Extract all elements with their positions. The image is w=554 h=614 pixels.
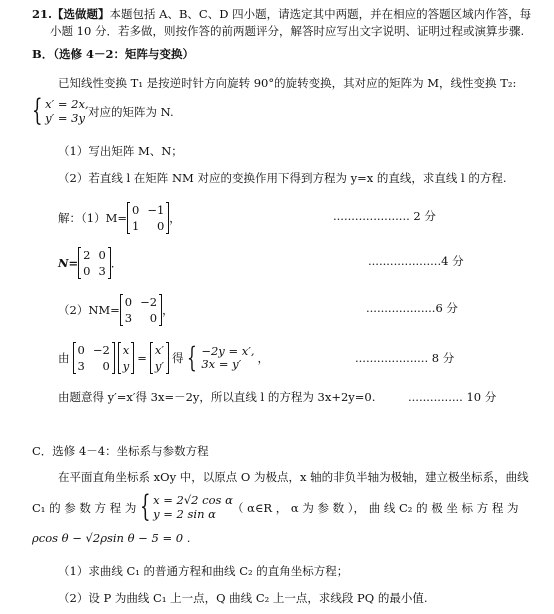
vector-cell: x bbox=[122, 343, 130, 357]
question-header bbox=[32, 6, 531, 22]
part-b-system-tail: 对应的矩阵为 N. bbox=[88, 105, 174, 119]
vector-xy bbox=[118, 342, 135, 374]
question-number: 21. bbox=[32, 7, 53, 21]
question-instructions-line2: 小题 10 分．若多做，则按作答的前两题评分，解答时应写出文字说明、证明过程或演算步骤. bbox=[50, 24, 525, 38]
system-row: x′ = 2x, bbox=[45, 97, 89, 111]
matrix-cell: 0 bbox=[149, 311, 158, 325]
part-b-final-line: 由题意得 y′=x′得 3x=－2y，所以直线 l 的方程为 3x+2y=0. bbox=[58, 390, 376, 404]
matrix-cell: 3 bbox=[98, 264, 106, 278]
score-mark: ............... 10 分 bbox=[408, 390, 497, 404]
part-c-question-1: （1）求曲线 C₁ 的普通方程和曲线 C₂ 的直角坐标方程； bbox=[58, 564, 349, 578]
part-b-system bbox=[32, 93, 89, 128]
part-b-question-2: （2）若直线 l 在矩阵 NM 对应的变换作用下得到方程为 y=x 的直线，求直线 l 的方程. bbox=[58, 171, 507, 185]
matrix-cell: 0 bbox=[131, 203, 140, 217]
score-mark: .................... 8 分 bbox=[355, 351, 455, 365]
score-mark: ..................... 2 分 bbox=[333, 209, 436, 223]
solution-m-label: 解：（1）M= bbox=[58, 211, 127, 225]
system-row: x = 2√2 cos α bbox=[153, 493, 233, 507]
brace-symbol: { bbox=[32, 93, 43, 128]
system-row: y = 2 sin α bbox=[153, 507, 216, 521]
part-b-question-1: （1）写出矩阵 M、N； bbox=[58, 144, 183, 158]
step-text: 由 bbox=[58, 351, 70, 365]
matrix-cell: 3 bbox=[77, 359, 85, 373]
matrix-cell: 0 bbox=[156, 219, 165, 233]
result-system bbox=[201, 345, 254, 371]
transformation-equation: 由 0 −2 3 0 x y = x′ y′ 得 { −2y = x′, 3x = y′ ， bbox=[58, 341, 270, 374]
matrix-nm bbox=[120, 294, 162, 326]
score-mark: ...................6 分 bbox=[366, 301, 458, 315]
step-text: 得 bbox=[172, 351, 184, 365]
matrix-nm-repeat bbox=[73, 342, 115, 374]
vector-cell: y′ bbox=[154, 359, 165, 373]
vector-cell: y bbox=[122, 359, 130, 373]
matrix-cell: 0 bbox=[124, 295, 133, 309]
matrix-cell: 0 bbox=[102, 359, 110, 373]
matrix-cell: −1 bbox=[147, 203, 165, 217]
score-mark: ....................4 分 bbox=[368, 254, 464, 268]
solution-n: N= 2 0 0 3 ． bbox=[58, 248, 123, 278]
matrix-cell: 0 bbox=[83, 264, 91, 278]
matrix-m bbox=[127, 202, 169, 234]
question-tag: 【选做题】 bbox=[52, 7, 110, 21]
matrix-cell: −2 bbox=[140, 295, 158, 309]
part-c-polar-equation: ρcos θ − √2ρsin θ − 5 = 0 . bbox=[32, 531, 191, 545]
vector-xy-prime bbox=[150, 342, 169, 374]
system-row: −2y = x′, bbox=[201, 344, 255, 358]
solution-n-label: N= bbox=[58, 256, 79, 270]
matrix-cell: 0 bbox=[77, 343, 85, 357]
part-c-intro-line2-prefix: C₁ 的 参 数 方 程 为 bbox=[32, 501, 137, 515]
part-c-parametric-system bbox=[140, 489, 233, 524]
matrix-cell: 1 bbox=[131, 219, 140, 233]
system-row: 3x = y′ bbox=[201, 357, 242, 371]
matrix-cell: 0 bbox=[98, 248, 106, 262]
system-row: y′ = 3y bbox=[45, 111, 85, 125]
solution-nm: （2）NM= 0 −2 3 0 ， bbox=[58, 295, 174, 325]
question-instructions-line1: 本题包括 A、B、C、D 四小题，请选定其中两题，并在相应的答题区域内作答，每 bbox=[109, 7, 532, 21]
solution-nm-label: （2）NM= bbox=[58, 303, 120, 317]
matrix-n bbox=[78, 247, 111, 279]
vector-cell: x′ bbox=[154, 343, 165, 357]
part-b-intro: 已知线性变换 T₁ 是按逆时针方向旋转 90°的旋转变换，其对应的矩阵为 M，线性变换 T₂: bbox=[58, 76, 517, 90]
matrix-cell: 3 bbox=[124, 311, 133, 325]
matrix-cell: 2 bbox=[83, 248, 91, 262]
matrix-cell: −2 bbox=[92, 343, 110, 357]
part-c-question-2: （2）设 P 为曲线 C₁ 上一点，Q 曲线 C₂ 上一点，求线段 PQ 的最小值. bbox=[58, 591, 428, 605]
part-c-intro-line1: 在平面直角坐标系 xOy 中，以原点 O 为极点，x 轴的非负半轴为极轴，建立极坐标系，曲线 bbox=[58, 470, 529, 484]
solution-m: 解：（1）M= 0 −1 1 0 ， bbox=[58, 203, 181, 233]
brace-symbol: { bbox=[140, 489, 151, 524]
part-c-title: C．选修 4－4：坐标系与参数方程 bbox=[32, 444, 209, 458]
part-b-title: B．（选修 4－2：矩阵与变换） bbox=[32, 47, 194, 61]
part-c-intro-line2-suffix: （ α∈R ， α 为 参 数 ）， 曲 线 C₂ 的 极 坐 标 方 程 为 bbox=[232, 501, 519, 515]
